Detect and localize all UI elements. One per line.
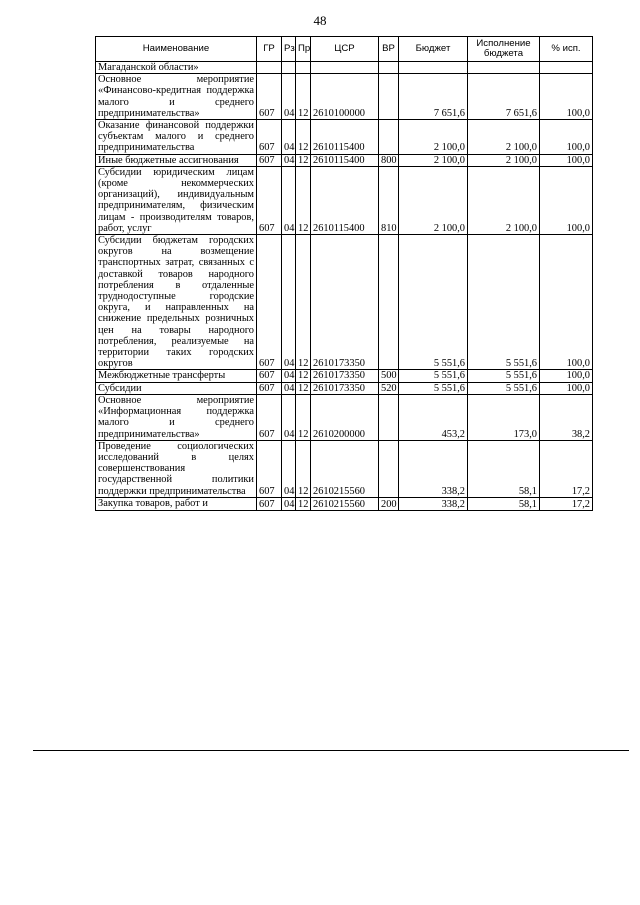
row-execution: 5 551,6 bbox=[468, 382, 540, 394]
row-pr: 12 bbox=[296, 166, 311, 234]
row-rz: 04 bbox=[282, 440, 296, 497]
row-name: Основное мероприятие «Информационная поддержка малого и среднего предпринимательства» bbox=[96, 394, 257, 440]
row-vr bbox=[379, 394, 399, 440]
row-csr: 2610215560 bbox=[311, 440, 379, 497]
row-rz: 04 bbox=[282, 235, 296, 370]
row-percent: 100,0 bbox=[540, 382, 593, 394]
row-gr: 607 bbox=[257, 235, 282, 370]
row-vr bbox=[379, 74, 399, 120]
row-vr: 800 bbox=[379, 154, 399, 166]
row-vr bbox=[379, 120, 399, 155]
footer-divider bbox=[33, 750, 629, 751]
row-percent: 100,0 bbox=[540, 154, 593, 166]
table-row bbox=[96, 166, 593, 234]
row-vr: 500 bbox=[379, 370, 399, 382]
row-csr: 2610173350 bbox=[311, 235, 379, 370]
row-csr bbox=[311, 62, 379, 74]
row-percent: 17,2 bbox=[540, 497, 593, 510]
row-execution: 5 551,6 bbox=[468, 370, 540, 382]
row-execution: 2 100,0 bbox=[468, 154, 540, 166]
table-row bbox=[96, 154, 593, 166]
header-budget: Бюджет bbox=[399, 37, 468, 62]
row-gr: 607 bbox=[257, 394, 282, 440]
row-budget: 338,2 bbox=[399, 440, 468, 497]
row-pr: 12 bbox=[296, 154, 311, 166]
row-name: Субсидии бюджетам городских округов на возмещение транспортных затрат, связанных с доставкой товаров народного потребления в отдаленные труднодоступные городские округа, и направленных на снижение предельных розничных цен на товары народного потребления, реализуемые на территории таких городских округов bbox=[96, 235, 257, 370]
row-gr: 607 bbox=[257, 74, 282, 120]
header-execution: Исполнение бюджета bbox=[468, 37, 540, 62]
row-gr: 607 bbox=[257, 166, 282, 234]
row-gr: 607 bbox=[257, 120, 282, 155]
table-row bbox=[96, 382, 593, 394]
row-budget: 453,2 bbox=[399, 394, 468, 440]
table-row bbox=[96, 497, 593, 510]
row-rz: 04 bbox=[282, 370, 296, 382]
row-budget: 338,2 bbox=[399, 497, 468, 510]
row-csr: 2610215560 bbox=[311, 497, 379, 510]
header-vr: ВР bbox=[379, 37, 399, 62]
row-name: Межбюджетные трансферты bbox=[96, 370, 257, 382]
row-execution: 58,1 bbox=[468, 440, 540, 497]
row-execution: 2 100,0 bbox=[468, 120, 540, 155]
row-execution: 173,0 bbox=[468, 394, 540, 440]
header-percent: % исп. bbox=[540, 37, 593, 62]
row-name: Основное мероприятие «Финансово-кредитная поддержка малого и среднего предпринимательства» bbox=[96, 74, 257, 120]
row-name: Субсидии юридическим лицам (кроме некоммерческих организаций), индивидуальным предпринимателям, физическим лицам - производителям товаров, работ, услуг bbox=[96, 166, 257, 234]
header-rz: Рз bbox=[282, 37, 296, 62]
header-gr: ГР bbox=[257, 37, 282, 62]
table-row bbox=[96, 120, 593, 155]
row-budget: 7 651,6 bbox=[399, 74, 468, 120]
row-pr: 12 bbox=[296, 120, 311, 155]
row-percent: 100,0 bbox=[540, 120, 593, 155]
row-name: Оказание финансовой поддержки субъектам малого и среднего предпринимательства bbox=[96, 120, 257, 155]
row-name: Магаданской области» bbox=[96, 62, 257, 74]
row-budget bbox=[399, 62, 468, 74]
row-pr: 12 bbox=[296, 440, 311, 497]
row-pr: 12 bbox=[296, 394, 311, 440]
row-execution: 7 651,6 bbox=[468, 74, 540, 120]
row-vr bbox=[379, 440, 399, 497]
row-gr bbox=[257, 62, 282, 74]
row-csr: 2610115400 bbox=[311, 120, 379, 155]
row-rz: 04 bbox=[282, 120, 296, 155]
row-vr bbox=[379, 62, 399, 74]
row-execution: 58,1 bbox=[468, 497, 540, 510]
row-pr: 12 bbox=[296, 235, 311, 370]
row-csr: 2610173350 bbox=[311, 370, 379, 382]
table-row bbox=[96, 440, 593, 497]
row-pr: 12 bbox=[296, 74, 311, 120]
row-pr: 12 bbox=[296, 370, 311, 382]
row-percent: 100,0 bbox=[540, 74, 593, 120]
row-name bbox=[96, 497, 257, 510]
row-percent: 17,2 bbox=[540, 440, 593, 497]
row-rz: 04 bbox=[282, 382, 296, 394]
row-percent bbox=[540, 62, 593, 74]
header-csr: ЦСР bbox=[311, 37, 379, 62]
row-vr: 810 bbox=[379, 166, 399, 234]
row-csr: 2610173350 bbox=[311, 382, 379, 394]
row-rz: 04 bbox=[282, 497, 296, 510]
row-rz: 04 bbox=[282, 394, 296, 440]
row-gr: 607 bbox=[257, 154, 282, 166]
row-vr bbox=[379, 235, 399, 370]
table-header-row bbox=[96, 37, 593, 62]
row-rz: 04 bbox=[282, 74, 296, 120]
row-percent: 38,2 bbox=[540, 394, 593, 440]
row-pr bbox=[296, 62, 311, 74]
row-name: Иные бюджетные ассигнования bbox=[96, 154, 257, 166]
row-pr: 12 bbox=[296, 497, 311, 510]
row-name: Проведение социологических исследований в целях совершенствования государственной политики поддержки предпринимательства bbox=[96, 440, 257, 497]
row-budget: 2 100,0 bbox=[399, 166, 468, 234]
table-row bbox=[96, 370, 593, 382]
row-percent: 100,0 bbox=[540, 166, 593, 234]
header-pr: Пр bbox=[296, 37, 311, 62]
row-csr: 2610200000 bbox=[311, 394, 379, 440]
header-name: Наименование bbox=[96, 37, 257, 62]
row-budget: 5 551,6 bbox=[399, 382, 468, 394]
row-name-text: Закупка товаров, работ и bbox=[98, 497, 208, 509]
row-rz: 04 bbox=[282, 166, 296, 234]
row-percent: 100,0 bbox=[540, 370, 593, 382]
row-name: Субсидии bbox=[96, 382, 257, 394]
table-row bbox=[96, 62, 593, 74]
table-row bbox=[96, 394, 593, 440]
row-vr: 520 bbox=[379, 382, 399, 394]
row-execution: 5 551,6 bbox=[468, 235, 540, 370]
row-rz bbox=[282, 62, 296, 74]
row-gr: 607 bbox=[257, 382, 282, 394]
row-csr: 2610100000 bbox=[311, 74, 379, 120]
row-budget: 5 551,6 bbox=[399, 235, 468, 370]
row-vr: 200 bbox=[379, 497, 399, 510]
row-budget: 2 100,0 bbox=[399, 120, 468, 155]
table-row bbox=[96, 74, 593, 120]
row-gr: 607 bbox=[257, 497, 282, 510]
row-execution bbox=[468, 62, 540, 74]
page-number: 48 bbox=[313, 13, 327, 28]
table-row bbox=[96, 235, 593, 370]
row-budget: 2 100,0 bbox=[399, 154, 468, 166]
row-csr: 2610115400 bbox=[311, 154, 379, 166]
row-execution: 2 100,0 bbox=[468, 166, 540, 234]
row-budget: 5 551,6 bbox=[399, 370, 468, 382]
budget-table bbox=[95, 36, 593, 511]
row-csr: 2610115400 bbox=[311, 166, 379, 234]
row-gr: 607 bbox=[257, 440, 282, 497]
row-percent: 100,0 bbox=[540, 235, 593, 370]
row-rz: 04 bbox=[282, 154, 296, 166]
row-gr: 607 bbox=[257, 370, 282, 382]
row-pr: 12 bbox=[296, 382, 311, 394]
